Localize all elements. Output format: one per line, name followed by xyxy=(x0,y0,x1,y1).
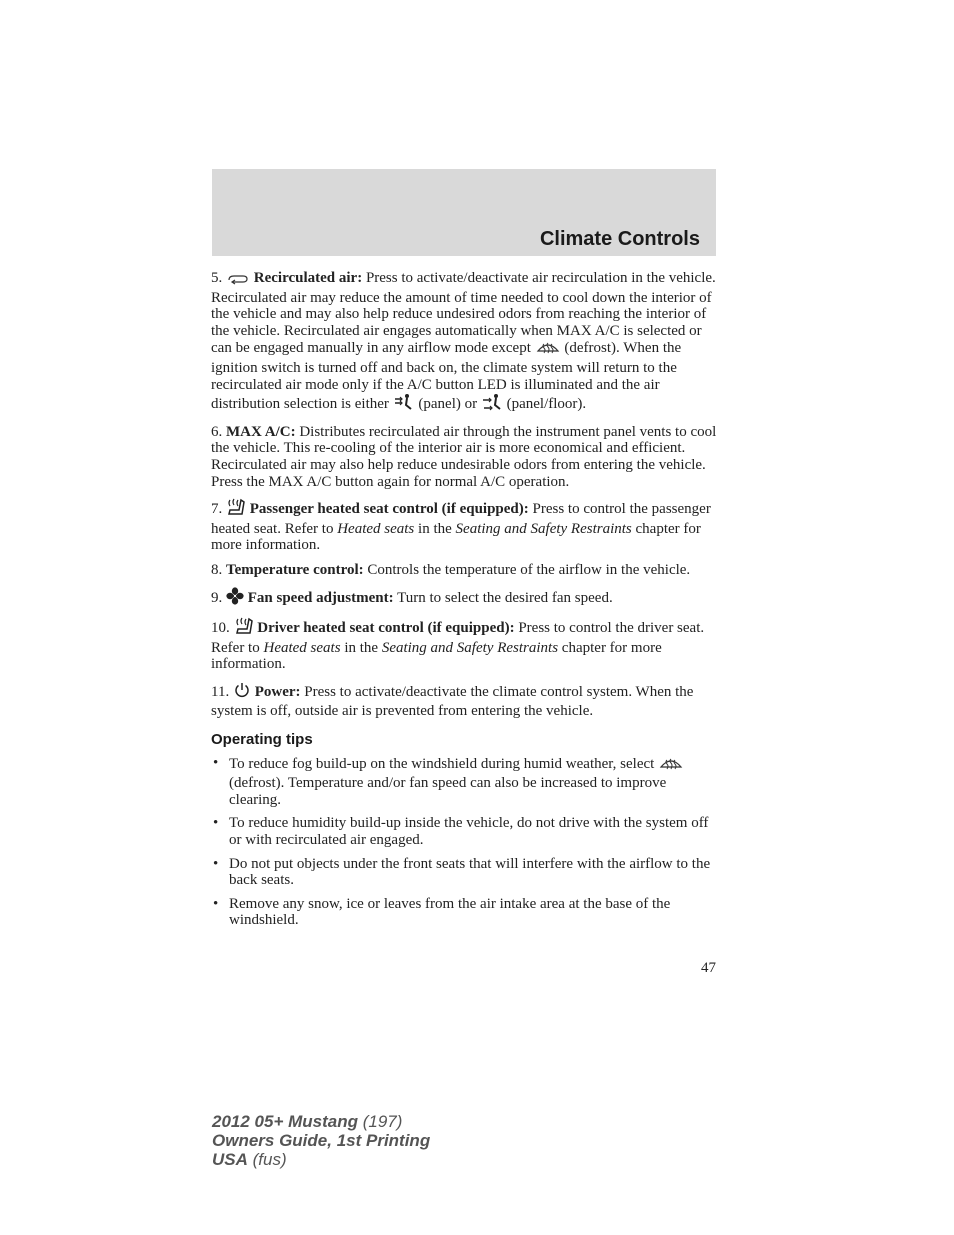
page-content xyxy=(211,270,717,936)
item-passenger-heated-seat: 7. Passenger heated seat control (if equipped): Press to control the passenger heated seat. Refer to Heated seats in the Seating and Safety Restraints chapter for more information. xyxy=(211,498,717,554)
defrost-icon xyxy=(658,755,684,776)
list-item: • Do not put objects under the front seats that will interfere with the airflow to the back seats. xyxy=(213,855,711,889)
defrost-icon xyxy=(535,339,561,360)
footer-line-3: USA (fus) xyxy=(212,1150,287,1169)
panel-floor-vent-icon xyxy=(481,393,503,416)
footer xyxy=(212,1112,430,1169)
heated-seat-icon xyxy=(234,617,254,640)
recirculation-icon xyxy=(226,273,250,290)
list-item: • To reduce humidity build-up inside the vehicle, do not drive with the system off or with recirculated air engaged. xyxy=(213,815,709,849)
footer-line-2: Owners Guide, 1st Printing xyxy=(212,1131,431,1150)
fan-icon xyxy=(226,587,244,610)
item-fan-speed: 9. Fan speed adjustment: Turn to select the desired fan speed. xyxy=(211,587,717,610)
power-icon xyxy=(233,681,251,704)
operating-tips-list xyxy=(211,755,717,929)
operating-tips-heading: Operating tips xyxy=(211,731,313,749)
item-temperature-control: 8. Temperature control: Controls the temperature of the airflow in the vehicle. xyxy=(211,561,691,578)
page-title: Climate Controls xyxy=(539,228,700,250)
header-band xyxy=(212,169,716,256)
list-item: • Remove any snow, ice or leaves from the air intake area at the base of the windshield. xyxy=(213,895,671,929)
list-item: • To reduce fog build-up on the windshield during humid weather, select (defrost). Temperature and/or fan speed can also be increased to improve clearing. xyxy=(211,755,717,809)
item-max-ac: 6. MAX A/C: Distributes recirculated air through the instrument panel vents to cool the vehicle. This re-cooling of the interior air is more economical and efficient. Recirculated air may also help reduce undesirable odors from entering the vehicle. Press the MAX A/C button again for normal A/C operation. xyxy=(211,423,717,490)
item-power: 11. Power: Press to activate/deactivate the climate control system. When the system is off, outside air is prevented from entering the vehicle. xyxy=(211,681,717,720)
item-recirculated-air: 5. Recirculated air: Press to activate/deactivate air recirculation in the vehicle. Recirculated air may reduce the amount of time needed to cool down the interior of the vehicle and may also help reduce undesired odors from reaching the interior of the vehicle. Recirculated air engages automatically when MAX A/C is selected or can be engaged manually in any airflow mode except (defrost). When the ignition switch is turned off and back on, the climate system will return to the recirculated air mode only if the A/C button LED is illuminated and the air distribution selection is either (panel) or (panel/floor). xyxy=(211,270,717,416)
footer-line-1: 2012 05+ Mustang (197) xyxy=(212,1112,403,1131)
heated-seat-icon xyxy=(226,498,246,521)
panel-vent-icon xyxy=(393,393,415,416)
item-driver-heated-seat: 10. Driver heated seat control (if equipped): Press to control the driver seat. Refer to Heated seats in the Seating and Safety Restraints chapter for more information. xyxy=(211,617,717,673)
page-number: 47 xyxy=(701,960,716,976)
